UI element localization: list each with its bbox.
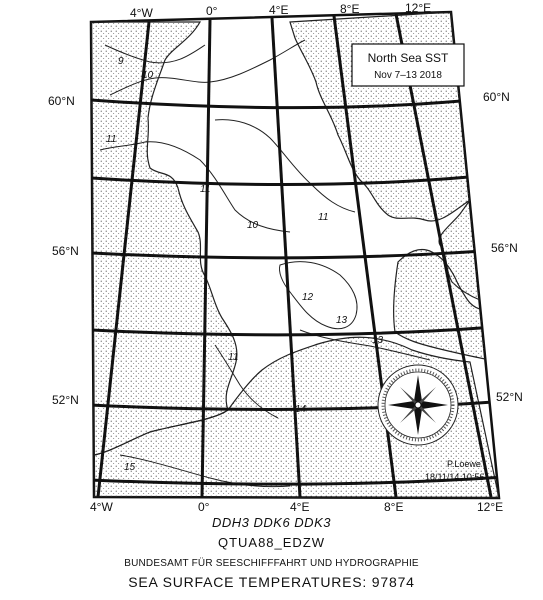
lon-label-bottom: 4°W (90, 500, 113, 514)
lat-label-left: 56°N (52, 244, 79, 258)
isotherm-label: 11 (318, 212, 329, 223)
lat-label-left: 60°N (48, 94, 75, 108)
product-title: SEA SURFACE TEMPERATURES: 97874 (128, 574, 415, 590)
isotherm-label: 14 (295, 404, 307, 415)
isotherm-label: 11 (228, 352, 239, 363)
isotherm-label: 9 (118, 56, 124, 67)
isotherm-label: 13 (336, 315, 348, 326)
isotherm-label: 10 (142, 70, 154, 81)
lat-label-right: 52°N (496, 390, 523, 404)
lat-label-right: 56°N (491, 241, 518, 255)
credit-author: P.Loewe (447, 459, 481, 469)
product-code: QTUA88_EDZW (217, 535, 326, 550)
lon-label-top: 4°W (130, 6, 153, 20)
compass-rose-icon (378, 365, 458, 445)
map-title: North Sea SST (367, 51, 449, 65)
lon-label-bottom: 4°E (290, 500, 310, 514)
agency-name: BUNDESAMT FÜR SEESCHIFFFAHRT UND HYDROGRAPHIE (124, 558, 419, 569)
lon-label-top: 4°E (269, 3, 289, 17)
lon-label-bottom: 12°E (477, 500, 504, 514)
lon-label-top: 8°E (340, 2, 360, 16)
lon-label-bottom: 8°E (384, 500, 404, 514)
lat-label-left: 52°N (52, 393, 79, 407)
credit-timestamp: 18/11/14 10:56 (425, 472, 485, 482)
lon-label-top: 12°E (405, 1, 432, 15)
lon-label-bottom: 0° (198, 500, 210, 514)
isotherm-label: 11 (106, 134, 117, 145)
isotherm-label: 15 (124, 462, 136, 473)
isotherm-label: 12 (302, 292, 314, 303)
isotherm-label: 10 (247, 220, 259, 231)
isotherm-label: 11 (200, 184, 211, 195)
map-title-box (352, 44, 464, 86)
station-codes: DDH3 DDK6 DDK3 (212, 515, 331, 530)
lon-label-top: 0° (206, 4, 218, 18)
map-dates: Nov 7–13 2018 (374, 70, 442, 81)
isotherm-label: 13 (372, 335, 384, 346)
lat-label-right: 60°N (483, 90, 510, 104)
